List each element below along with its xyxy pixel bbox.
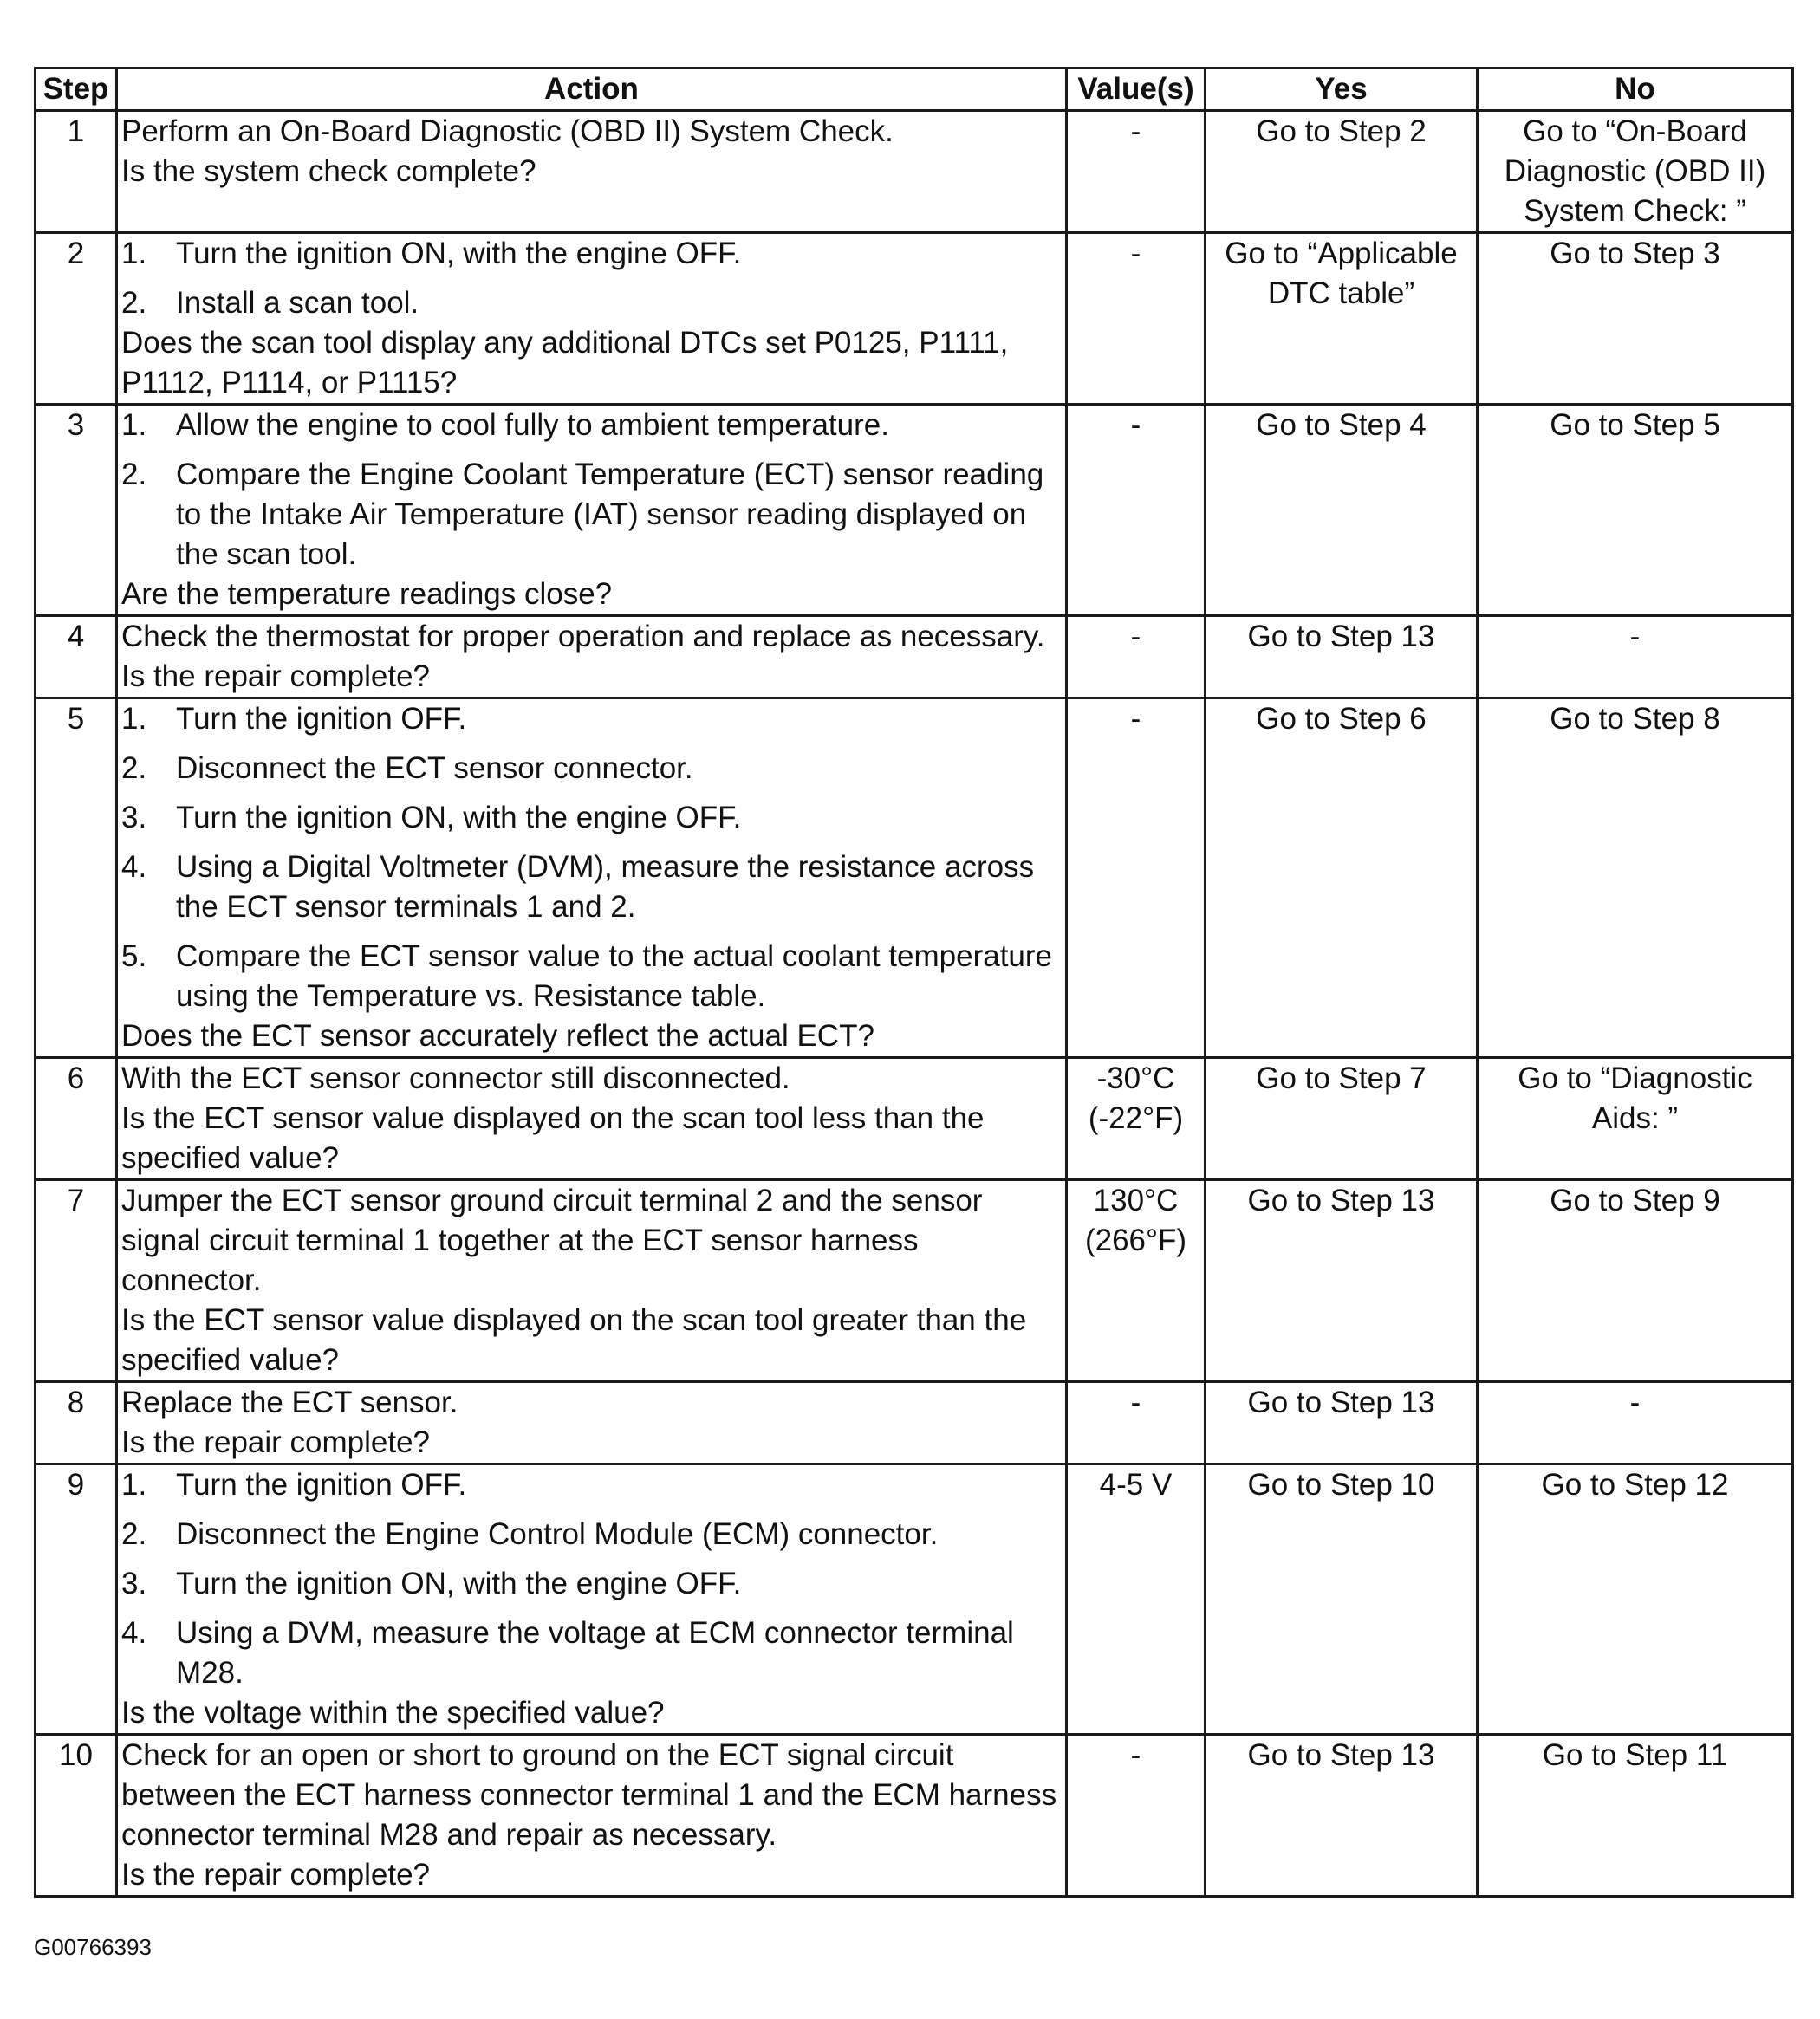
action-text-line: Is the ECT sensor value displayed on the scan tool less than the specified value? — [121, 1101, 985, 1175]
action-cell — [117, 1058, 1067, 1180]
yes-cell: Go to Step 13 — [1206, 1382, 1478, 1464]
action-cell — [117, 405, 1067, 616]
list-item-number: 4. — [121, 850, 147, 884]
list-item-number: 3. — [121, 801, 147, 834]
action-text-line: Check the thermostat for proper operation and replace as necessary. — [121, 620, 1045, 653]
value-cell: 130°C (266°F) — [1067, 1180, 1206, 1382]
value-cell: 4-5 V — [1067, 1464, 1206, 1735]
list-item-number: 2. — [121, 286, 147, 320]
list-item — [121, 1515, 1062, 1555]
list-item-number: 5. — [121, 939, 147, 973]
list-item-number: 1. — [121, 408, 147, 442]
no-cell: Go to Step 5 — [1478, 405, 1793, 616]
step-number-cell: 5 — [36, 698, 117, 1058]
list-item — [121, 1613, 1062, 1693]
list-item — [121, 406, 1062, 445]
list-item — [121, 749, 1062, 789]
action-cell — [117, 1180, 1067, 1382]
value-cell: - — [1067, 1735, 1206, 1897]
header-values: Value(s) — [1067, 68, 1206, 111]
step-number-cell: 4 — [36, 616, 117, 698]
list-item-text: Using a DVM, measure the voltage at ECM connector terminal M28. — [176, 1616, 1014, 1690]
table-body — [36, 111, 1793, 1897]
yes-cell: Go to Step 10 — [1206, 1464, 1478, 1735]
header-action: Action — [117, 68, 1067, 111]
list-item — [121, 847, 1062, 927]
step-number-cell: 7 — [36, 1180, 117, 1382]
list-item-text: Disconnect the ECT sensor connector. — [176, 751, 693, 785]
table-row — [36, 111, 1793, 233]
action-text-line: Is the ECT sensor value displayed on the scan tool greater than the specified value? — [121, 1303, 1027, 1377]
list-item-text: Compare the Engine Coolant Temperature (ECT) sensor reading to the Intake Air Temperature (IAT) sensor reading displayed on the scan tool. — [176, 458, 1044, 571]
yes-cell: Go to Step 6 — [1206, 698, 1478, 1058]
action-text-line: Is the repair complete? — [121, 1858, 431, 1892]
step-number-cell: 3 — [36, 405, 117, 616]
step-number-cell: 2 — [36, 233, 117, 405]
action-cell — [117, 698, 1067, 1058]
action-cell — [117, 1382, 1067, 1464]
table-row — [36, 1735, 1793, 1897]
step-number-cell: 9 — [36, 1464, 117, 1735]
action-step-list — [121, 234, 1062, 323]
list-item — [121, 1465, 1062, 1505]
action-text-line: Jumper the ECT sensor ground circuit terminal 2 and the sensor signal circuit terminal 1 together at the ECT sensor harness connector. — [121, 1184, 983, 1297]
list-item-text: Turn the ignition ON, with the engine OFF. — [176, 801, 742, 834]
list-item-text: Turn the ignition ON, with the engine OFF. — [176, 1567, 742, 1600]
list-item — [121, 798, 1062, 838]
action-question: Are the temperature readings close? — [121, 577, 613, 611]
list-item-number: 2. — [121, 751, 147, 785]
table-row — [36, 1058, 1793, 1180]
list-item-text: Using a Digital Voltmeter (DVM), measure the resistance across the ECT sensor terminals 1 and 2. — [176, 850, 1035, 924]
no-cell: - — [1478, 1382, 1793, 1464]
list-item — [121, 283, 1062, 323]
step-number-cell: 10 — [36, 1735, 117, 1897]
list-item-text: Install a scan tool. — [176, 286, 419, 320]
action-question: Is the voltage within the specified value? — [121, 1696, 665, 1730]
table-row — [36, 1382, 1793, 1464]
list-item — [121, 699, 1062, 739]
action-text-line: Is the system check complete? — [121, 154, 536, 188]
list-item — [121, 1564, 1062, 1604]
value-cell: - — [1067, 1382, 1206, 1464]
header-no: No — [1478, 68, 1793, 111]
list-item-number: 3. — [121, 1567, 147, 1600]
step-number-cell: 6 — [36, 1058, 117, 1180]
header-yes: Yes — [1206, 68, 1478, 111]
no-cell: Go to Step 3 — [1478, 233, 1793, 405]
yes-cell: Go to Step 4 — [1206, 405, 1478, 616]
value-cell: - — [1067, 616, 1206, 698]
table-row — [36, 1464, 1793, 1735]
list-item — [121, 234, 1062, 274]
no-cell: Go to “Diagnostic Aids: ” — [1478, 1058, 1793, 1180]
no-cell: Go to Step 9 — [1478, 1180, 1793, 1382]
list-item — [121, 937, 1062, 1016]
step-number-cell: 8 — [36, 1382, 117, 1464]
list-item-number: 1. — [121, 1468, 147, 1502]
header-step: Step — [36, 68, 117, 111]
list-item-number: 2. — [121, 1517, 147, 1551]
list-item-text: Disconnect the Engine Control Module (ECM) connector. — [176, 1517, 939, 1551]
yes-cell: Go to Step 2 — [1206, 111, 1478, 233]
yes-cell: Go to Step 13 — [1206, 1180, 1478, 1382]
list-item-text: Compare the ECT sensor value to the actual coolant temperature using the Temperature vs. Resistance table. — [176, 939, 1053, 1013]
value-cell: -30°C (-22°F) — [1067, 1058, 1206, 1180]
list-item-text: Turn the ignition OFF. — [176, 702, 467, 736]
action-cell — [117, 616, 1067, 698]
table-row — [36, 1180, 1793, 1382]
action-question: Does the ECT sensor accurately reflect the actual ECT? — [121, 1019, 874, 1053]
value-cell: - — [1067, 233, 1206, 405]
action-step-list — [121, 699, 1062, 1016]
document-id: G00766393 — [34, 1934, 152, 1960]
action-cell — [117, 233, 1067, 405]
no-cell: Go to Step 11 — [1478, 1735, 1793, 1897]
table-row — [36, 405, 1793, 616]
no-cell: Go to Step 12 — [1478, 1464, 1793, 1735]
list-item-number: 1. — [121, 702, 147, 736]
step-number-cell: 1 — [36, 111, 117, 233]
action-step-list — [121, 406, 1062, 575]
list-item-text: Turn the ignition OFF. — [176, 1468, 467, 1502]
no-cell: Go to “On-Board Diagnostic (OBD II) System Check: ” — [1478, 111, 1793, 233]
table-row — [36, 698, 1793, 1058]
list-item-text: Allow the engine to cool fully to ambient temperature. — [176, 408, 889, 442]
no-cell: Go to Step 8 — [1478, 698, 1793, 1058]
table-row — [36, 233, 1793, 405]
action-step-list — [121, 1465, 1062, 1693]
action-cell — [117, 1464, 1067, 1735]
list-item — [121, 455, 1062, 575]
yes-cell: Go to “Applicable DTC table” — [1206, 233, 1478, 405]
action-cell — [117, 1735, 1067, 1897]
action-text-line: Is the repair complete? — [121, 659, 431, 693]
diagnostic-table — [34, 67, 1794, 1898]
list-item-number: 1. — [121, 237, 147, 270]
table-row — [36, 616, 1793, 698]
yes-cell: Go to Step 13 — [1206, 1735, 1478, 1897]
yes-cell: Go to Step 7 — [1206, 1058, 1478, 1180]
yes-cell: Go to Step 13 — [1206, 616, 1478, 698]
value-cell: - — [1067, 405, 1206, 616]
action-text-line: With the ECT sensor connector still disconnected. — [121, 1061, 790, 1095]
action-text-line: Check for an open or short to ground on the ECT signal circuit between the ECT harness connector terminal 1 and the ECM harness connector terminal M28 and repair as necessary. — [121, 1738, 1057, 1852]
action-question: Does the scan tool display any additional DTCs set P0125, P1111, P1112, P1114, or P1115? — [121, 326, 1009, 399]
value-cell: - — [1067, 111, 1206, 233]
no-cell: - — [1478, 616, 1793, 698]
list-item-number: 4. — [121, 1616, 147, 1650]
list-item-text: Turn the ignition ON, with the engine OFF. — [176, 237, 742, 270]
action-text-line: Replace the ECT sensor. — [121, 1386, 458, 1419]
action-text-line: Perform an On-Board Diagnostic (OBD II) System Check. — [121, 114, 894, 148]
value-cell: - — [1067, 698, 1206, 1058]
list-item-number: 2. — [121, 458, 147, 491]
action-text-line: Is the repair complete? — [121, 1425, 431, 1459]
table-header-row — [36, 68, 1793, 111]
action-cell — [117, 111, 1067, 233]
